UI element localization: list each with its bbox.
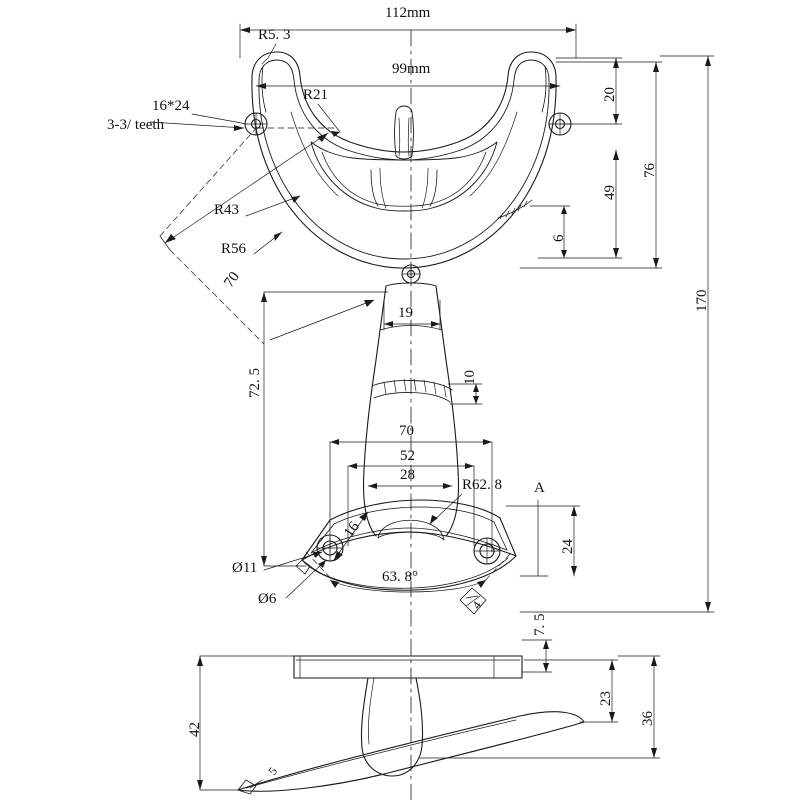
dim-label-angle-63-8: 63. 8°: [382, 569, 418, 585]
dimension-lines: [150, 24, 714, 790]
dim-label-radius-r5-3: R5. 3: [258, 27, 291, 43]
dim-label-height-20: 20: [602, 87, 618, 102]
dim-label-72-5: 72. 5: [247, 368, 263, 398]
dim-label-dia-11: Ø11: [232, 560, 258, 576]
dim-label-70-diagonal: 70: [221, 269, 243, 291]
dim-label-dia-6: Ø6: [258, 591, 277, 607]
dim-label-chamfer-6: 6: [551, 234, 567, 242]
dim-label-section-a: A: [534, 480, 545, 496]
dim-label-radius-r21: R21: [303, 87, 329, 103]
dim-label-height-24: 24: [560, 539, 576, 554]
dim-label-height-36: 36: [640, 711, 656, 726]
dim-label-height-170: 170: [694, 289, 710, 312]
dim-label-width-28: 28: [400, 467, 415, 483]
dim-label-radius-r56: R56: [221, 241, 247, 257]
dim-label-4-small: 4: [469, 598, 485, 612]
dim-label-thickness-7-5: 7. 5: [532, 613, 548, 636]
dim-label-height-76: 76: [642, 163, 658, 178]
dim-label-width-52: 52: [400, 448, 415, 464]
dim-label-height-23: 23: [598, 691, 614, 706]
dim-label-width-inner: 99mm: [392, 61, 431, 77]
dim-label-length-42: 42: [187, 722, 203, 737]
dim-label-radius-r43: R43: [214, 202, 240, 218]
dim-label-width-70: 70: [399, 423, 414, 439]
dim-label-height-49: 49: [602, 185, 618, 200]
dim-label-5-small: 5: [265, 764, 281, 778]
clamp-base-view: [296, 500, 516, 614]
dim-label-radius-r62-8: R62. 8: [462, 477, 503, 493]
dim-label-teeth-3-3: 3-3/ teeth: [107, 117, 165, 133]
dim-label-teeth-16-24: 16*24: [152, 98, 190, 114]
dim-label-width-19: 19: [398, 305, 413, 321]
saddle-top-view-outline: [245, 52, 571, 283]
dim-label-16-angled: 16: [341, 519, 363, 541]
dim-label-height-10: 10: [462, 370, 478, 385]
dim-label-width-overall: 112mm: [385, 5, 431, 21]
